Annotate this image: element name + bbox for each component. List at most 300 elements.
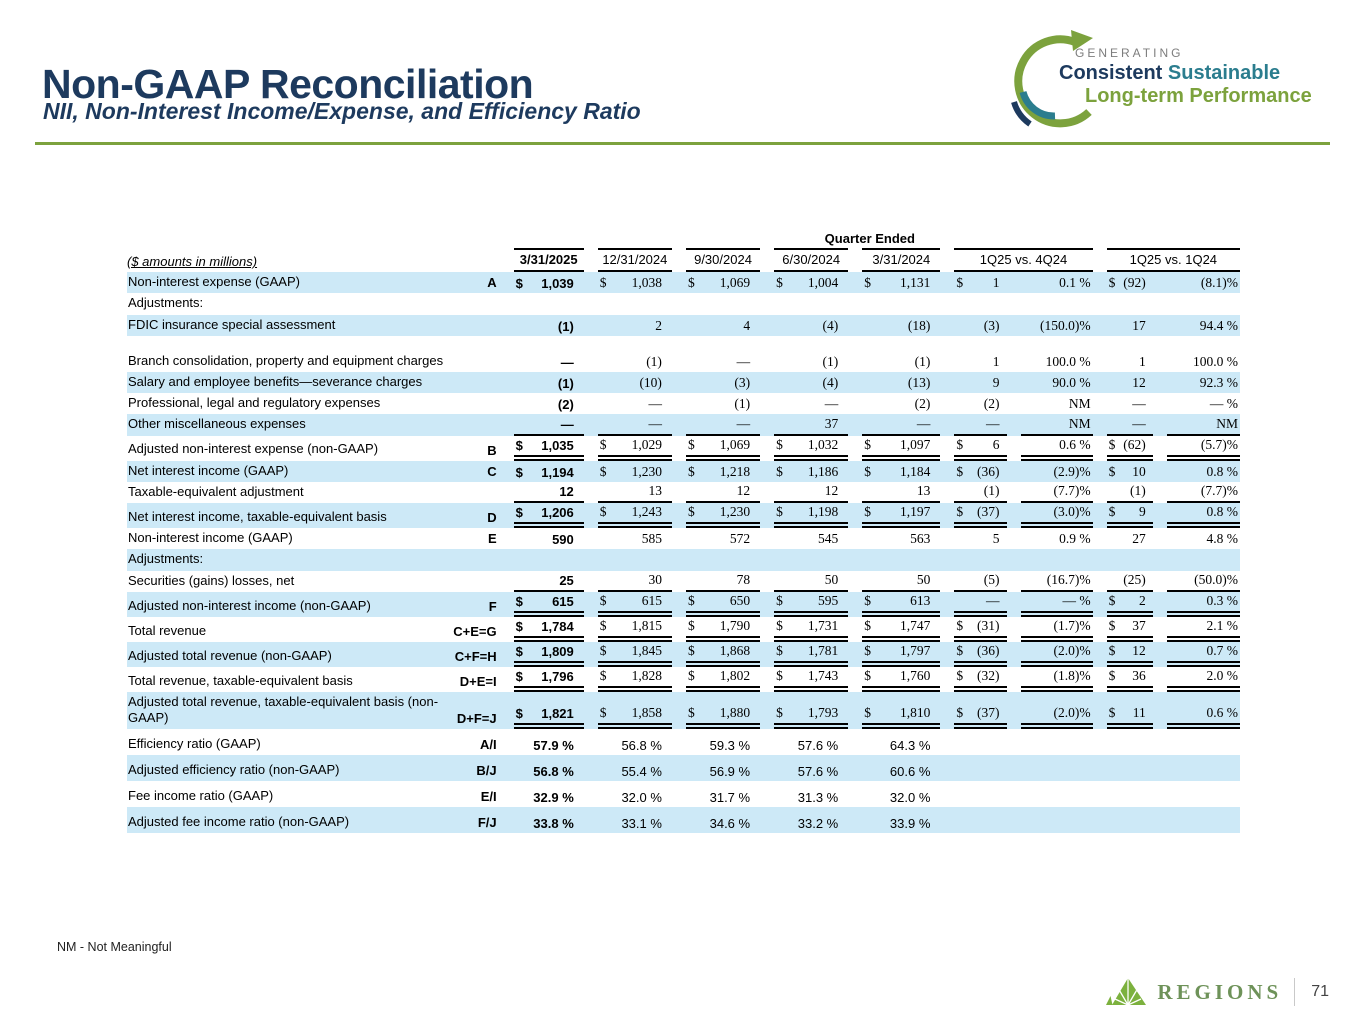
cell: (1): [822, 353, 839, 369]
row-label: Adjustments:: [128, 551, 204, 567]
cell: 56.8 %: [533, 764, 574, 780]
cell: [1007, 729, 1093, 755]
cell: 563: [910, 531, 931, 547]
cell: $ 11: [1093, 692, 1153, 730]
cell: 590: [552, 532, 574, 548]
cell: $ (36): [956, 463, 1000, 479]
cell: 32.9 %: [533, 790, 574, 806]
cell: (1.8)%: [1007, 667, 1093, 692]
row-ref: E: [487, 531, 497, 547]
cell: $ (37): [940, 692, 1006, 730]
cell: $ 1,198: [760, 503, 848, 528]
cell: 37: [760, 414, 848, 435]
row-label: Fee income ratio (GAAP): [128, 788, 274, 803]
cell: (8.1)%: [1200, 275, 1238, 291]
cell: 25: [500, 571, 584, 592]
cell: $ 1,809: [500, 642, 584, 667]
cell: 33.8 %: [533, 816, 574, 832]
cell: (7.7)%: [1153, 482, 1240, 503]
cell: [1093, 729, 1153, 755]
cell: $ 1,230: [599, 463, 662, 479]
row-ref: D: [487, 510, 497, 525]
cell: $ 1,218: [687, 463, 751, 479]
cell: $ 1,802: [672, 667, 760, 692]
table-row: [127, 781, 1240, 807]
cell: [760, 293, 848, 314]
cell: [1093, 807, 1153, 833]
row-label: Salary and employee benefits—severance charges: [128, 373, 423, 389]
cell: (2.0)%: [1007, 642, 1093, 667]
cell: (2.9)%: [1053, 463, 1091, 479]
cell: —: [1132, 396, 1146, 412]
cell: 78: [672, 571, 760, 592]
cell: $ 12: [1093, 642, 1153, 667]
cell: $ 1,194: [515, 464, 574, 480]
row-ref: [450, 549, 500, 570]
cell: [940, 293, 1006, 314]
table-row: [127, 592, 1240, 617]
column-header: 3/31/2025: [500, 248, 584, 272]
cell: 33.2 %: [797, 816, 839, 832]
cell: 27: [1132, 531, 1146, 547]
cell: $ 36: [1093, 667, 1153, 692]
cell: [940, 549, 1006, 570]
cell: (4): [822, 317, 839, 333]
row-ref: F/J: [477, 815, 497, 831]
cell: — %: [1209, 396, 1238, 412]
row-ref: [450, 414, 500, 435]
cell: 94.4 %: [1199, 317, 1238, 333]
cell: 0.8 %: [1206, 463, 1238, 479]
cell: 2.1 %: [1153, 617, 1240, 642]
cell: [1153, 293, 1240, 314]
row-ref: D+E=I: [459, 673, 497, 689]
cell: (1.7)%: [1007, 617, 1093, 642]
cell: [1093, 549, 1153, 570]
cell: —: [736, 353, 751, 369]
cell: —: [940, 592, 1006, 617]
cell: 32.0 %: [621, 790, 662, 806]
row-label: Securities (gains) losses, net: [128, 572, 295, 588]
cell: 60.6 %: [889, 764, 931, 780]
cell: —: [500, 414, 584, 435]
cell: (13): [907, 375, 931, 390]
cell: $ 9: [1093, 503, 1153, 528]
row-label: Adjusted efficiency ratio (non-GAAP): [128, 762, 340, 777]
row-ref: A: [487, 275, 497, 291]
cell: [584, 293, 672, 314]
table-row: [127, 482, 1240, 503]
cell: NM: [1153, 414, 1240, 435]
table-row: [127, 272, 1240, 293]
cell: 5: [992, 531, 1000, 547]
row-label: Total revenue, taxable-equivalent basis: [128, 672, 353, 688]
cell: [1153, 781, 1240, 807]
footer-divider: [1294, 978, 1295, 1006]
column-header: 3/31/2024: [848, 248, 940, 272]
cell: $ 1,069: [672, 436, 760, 461]
table-row: [127, 692, 1240, 730]
cell: [672, 293, 760, 314]
cell: 0.8 %: [1153, 503, 1240, 528]
table-row: [127, 503, 1240, 528]
cell: $ 1,035: [500, 436, 584, 461]
row-ref: B/J: [476, 763, 497, 779]
cell: $ 595: [760, 592, 848, 617]
cell: 33.9 %: [889, 816, 931, 832]
cell: —: [940, 414, 1006, 435]
cell: 100.0 %: [1193, 353, 1238, 369]
cell: $ 650: [672, 592, 760, 617]
cell: $ (37): [940, 503, 1006, 528]
table-row: [127, 436, 1240, 461]
cell: 12: [760, 482, 848, 503]
table-header-row: [127, 248, 1240, 272]
row-label: Adjusted fee income ratio (non-GAAP): [128, 814, 350, 829]
cell: 0.6 %: [1007, 436, 1093, 461]
cell: [1093, 755, 1153, 781]
cell: [1153, 807, 1240, 833]
page-title: Non-GAAP Reconciliation: [42, 61, 534, 108]
page-number: 71: [1311, 983, 1329, 1000]
cell: $ 1,029: [584, 436, 672, 461]
cell: $ (62): [1093, 436, 1153, 461]
cell: $ 1,747: [848, 617, 940, 642]
cell: $ 1,828: [584, 667, 672, 692]
cell: 2: [655, 317, 662, 333]
table-row: [127, 414, 1240, 435]
cell: [940, 807, 1006, 833]
cell: (150.0)%: [1040, 317, 1091, 333]
row-ref: [450, 336, 500, 372]
cell: $ (32): [940, 667, 1006, 692]
brand-generating: GENERATING: [1075, 46, 1184, 60]
row-label: Total revenue: [128, 622, 207, 638]
cell: 0.1 %: [1059, 275, 1091, 291]
row-label: Adjusted total revenue, taxable-equivalent basis (non-GAAP): [128, 693, 439, 725]
cell: 0.7 %: [1153, 642, 1240, 667]
cell: $ 1,743: [760, 667, 848, 692]
row-ref: B: [487, 442, 497, 458]
cell: [940, 729, 1006, 755]
cell: $ 1,793: [760, 692, 848, 730]
cell: $ (36): [940, 642, 1006, 667]
table-row: [127, 807, 1240, 833]
cell: $ 615: [500, 592, 584, 617]
cell: $ 1,004: [776, 275, 839, 291]
row-ref: D+F=J: [456, 711, 497, 727]
cell: —: [560, 354, 574, 370]
cell: 545: [818, 531, 839, 547]
cell: —: [648, 396, 662, 412]
row-label: FDIC insurance special assessment: [128, 316, 336, 332]
cell: 90.0 %: [1052, 375, 1091, 390]
cell: NM: [1007, 414, 1093, 435]
cell: [1007, 755, 1093, 781]
table-header-group-row: [127, 231, 1240, 248]
cell: $ 1,868: [672, 642, 760, 667]
cell: 2.0 %: [1153, 667, 1240, 692]
cell: 57.9 %: [533, 738, 574, 754]
cell: $ 1,097: [848, 436, 940, 461]
cell: [1007, 293, 1093, 314]
cell: (18): [907, 317, 931, 333]
cell: (5.7)%: [1153, 436, 1240, 461]
cell: $ 37: [1093, 617, 1153, 642]
table-row: [127, 729, 1240, 755]
cell: $ 1,032: [760, 436, 848, 461]
cell: $ 1,038: [599, 275, 662, 291]
cell: $ 613: [848, 592, 940, 617]
cell: 50: [848, 571, 940, 592]
cell: —: [584, 414, 672, 435]
cell: [1007, 549, 1093, 570]
row-ref: C: [487, 463, 497, 479]
units-label: ($ amounts in millions): [127, 254, 258, 269]
table-row: [127, 617, 1240, 642]
footnote: NM - Not Meaningful: [57, 940, 172, 954]
cell: [1007, 781, 1093, 807]
row-ref: [450, 372, 500, 393]
table-row: [127, 667, 1240, 692]
column-header: 1Q25 vs. 4Q24: [940, 248, 1092, 272]
cell: 30: [584, 571, 672, 592]
cell: $ 1,039: [515, 276, 574, 292]
cell: 572: [729, 531, 751, 547]
cell: $ 1,880: [672, 692, 760, 730]
cell: $ 615: [584, 592, 672, 617]
row-label: Net interest income, taxable-equivalent basis: [128, 508, 387, 524]
cell: 0.3 %: [1153, 592, 1240, 617]
cell: [848, 293, 940, 314]
regions-wordmark: REGIONS: [1157, 979, 1283, 1004]
row-ref: C+F=H: [454, 648, 497, 664]
cell: $ 10: [1108, 463, 1146, 479]
cell: 4.8 %: [1206, 531, 1238, 547]
table-row: [127, 528, 1240, 549]
row-label: Adjusted total revenue (non-GAAP): [128, 647, 332, 663]
cell: $ 1,815: [584, 617, 672, 642]
cell: — %: [1007, 592, 1093, 617]
cell: —: [1093, 414, 1153, 435]
cell: 56.9 %: [709, 764, 751, 780]
cell: 92.3 %: [1199, 375, 1238, 390]
brand-logo: [1015, 28, 1315, 128]
table-row: [127, 461, 1240, 482]
cell: (3): [983, 317, 1000, 333]
cell: $ 6: [940, 436, 1006, 461]
table-row: [127, 336, 1240, 372]
cell: (10): [639, 375, 662, 390]
row-label: Professional, legal and regulatory expenses: [128, 395, 381, 410]
cell: 50: [760, 571, 848, 592]
row-label: Non-interest expense (GAAP): [128, 274, 300, 289]
row-ref: A/I: [480, 737, 497, 753]
cell: 34.6 %: [709, 816, 751, 832]
cell: (25): [1093, 571, 1153, 592]
row-label: Other miscellaneous expenses: [128, 416, 306, 432]
row-ref: C+E=G: [453, 623, 497, 639]
cell: [760, 549, 848, 570]
cell: 585: [641, 531, 662, 547]
cell: 31.7 %: [709, 790, 751, 806]
table-row: [127, 372, 1240, 393]
row-label: Efficiency ratio (GAAP): [128, 736, 261, 751]
cell: 31.3 %: [797, 790, 839, 806]
cell: $ 1,243: [584, 503, 672, 528]
cell: $ 1,790: [672, 617, 760, 642]
cell: 0.6 %: [1153, 692, 1240, 730]
cell: $ 1,796: [500, 667, 584, 692]
column-group-header: Quarter Ended: [824, 231, 915, 246]
column-header: 9/30/2024: [672, 248, 760, 272]
cell: (1): [914, 353, 931, 369]
footer-logo: [1105, 976, 1329, 1008]
cell: $ 1,784: [500, 617, 584, 642]
table-row: [127, 315, 1240, 336]
cell: [848, 549, 940, 570]
cell: 57.6 %: [797, 738, 839, 754]
cell: (1): [940, 482, 1006, 503]
cell: $ 1: [956, 275, 1000, 291]
cell: [500, 293, 584, 314]
cell: [940, 755, 1006, 781]
cell: 0.9 %: [1059, 531, 1091, 547]
cell: NM: [1068, 396, 1091, 412]
cell: (5): [940, 571, 1006, 592]
cell: (1): [557, 376, 574, 391]
cell: (2): [557, 397, 574, 413]
column-header: 6/30/2024: [760, 248, 848, 272]
cell: (2): [914, 396, 931, 412]
cell: (2): [983, 396, 1000, 412]
cell: $ 1,781: [760, 642, 848, 667]
cell: 12: [672, 482, 760, 503]
brand-consistent-sustainable: Consistent Sustainable: [1059, 62, 1281, 84]
row-label: Non-interest income (GAAP): [128, 530, 293, 545]
row-ref: [450, 293, 500, 314]
cell: $ 1,858: [584, 692, 672, 730]
cell: 59.3 %: [709, 738, 751, 754]
row-ref: E/I: [480, 789, 497, 805]
cell: (1): [646, 353, 662, 369]
cell: $ 1,797: [848, 642, 940, 667]
cell: 1: [1139, 353, 1146, 369]
table-row: [127, 393, 1240, 414]
cell: (1): [1093, 482, 1153, 503]
cell: $ 1,197: [848, 503, 940, 528]
cell: 4: [743, 317, 751, 333]
cell: $ 1,845: [584, 642, 672, 667]
cell: (7.7)%: [1007, 482, 1093, 503]
regions-pyramid-icon: [1105, 976, 1147, 1008]
table-row: [127, 549, 1240, 570]
table-row: [127, 642, 1240, 667]
row-ref: [450, 393, 500, 414]
cell: (3): [734, 375, 751, 390]
cell: [1153, 755, 1240, 781]
cell: (16.7)%: [1007, 571, 1093, 592]
cell: (1): [734, 396, 751, 412]
cell: [940, 781, 1006, 807]
cell: 12: [500, 482, 584, 503]
table-row: [127, 755, 1240, 781]
table-row: [127, 293, 1240, 314]
cell: $ 1,069: [687, 275, 751, 291]
row-ref: F: [488, 598, 497, 614]
table-wrap: [127, 231, 1240, 833]
cell: $ (92): [1108, 275, 1146, 291]
row-label: Net interest income (GAAP): [128, 462, 289, 478]
cell: (4): [822, 375, 839, 390]
cell: (3.0)%: [1007, 503, 1093, 528]
cell: $ 2: [1093, 592, 1153, 617]
cell: $ 1,821: [500, 692, 584, 730]
cell: 17: [1132, 317, 1146, 333]
cell: [1153, 549, 1240, 570]
cell: [1007, 807, 1093, 833]
cell: [1093, 781, 1153, 807]
cell: —: [672, 414, 760, 435]
cell: $ (31): [940, 617, 1006, 642]
row-ref: [450, 571, 500, 592]
cell: [1153, 729, 1240, 755]
ref-column-header: [450, 248, 500, 272]
cell: 33.1 %: [621, 816, 662, 832]
cell: 12: [1132, 375, 1146, 390]
cell: [672, 549, 760, 570]
cell: 56.8 %: [621, 738, 662, 754]
cell: $ 1,810: [848, 692, 940, 730]
cell: (2.0)%: [1007, 692, 1093, 730]
cell: (1): [557, 318, 574, 334]
row-label: Adjusted non-interest expense (non-GAAP): [128, 441, 379, 457]
cell: 64.3 %: [889, 738, 931, 754]
cell: 1: [992, 353, 1000, 369]
cell: $ 1,230: [672, 503, 760, 528]
cell: $ 1,206: [500, 503, 584, 528]
cell: 13: [848, 482, 940, 503]
cell: (50.0)%: [1153, 571, 1240, 592]
cell: $ 1,186: [776, 463, 839, 479]
cell: $ 1,184: [864, 463, 931, 479]
cell: 9: [992, 375, 1000, 390]
cell: 55.4 %: [621, 764, 662, 780]
cell: $ 1,131: [864, 275, 931, 291]
brand-longterm: Long-term Performance: [1085, 85, 1312, 107]
column-header: 12/31/2024: [584, 248, 672, 272]
row-label: Adjustments:: [128, 295, 204, 311]
cell: [1093, 293, 1153, 314]
cell: 100.0 %: [1045, 353, 1091, 369]
cell: 32.0 %: [889, 790, 931, 806]
cell: [500, 549, 584, 570]
column-header: 1Q25 vs. 1Q24: [1093, 248, 1240, 272]
cell: [584, 549, 672, 570]
row-label: Taxable-equivalent adjustment: [128, 483, 304, 499]
page-subtitle: NII, Non-Interest Income/Expense, and Efficiency Ratio: [43, 98, 641, 124]
cell: 57.6 %: [797, 764, 839, 780]
cell: $ 1,760: [848, 667, 940, 692]
cell: 13: [584, 482, 672, 503]
table-row: [127, 571, 1240, 592]
row-ref: [450, 315, 500, 336]
row-ref: [450, 482, 500, 503]
reconciliation-table: [127, 231, 1240, 833]
row-label: Adjusted non-interest income (non-GAAP): [128, 597, 371, 613]
cell: —: [848, 414, 940, 435]
header-divider: [35, 142, 1330, 145]
